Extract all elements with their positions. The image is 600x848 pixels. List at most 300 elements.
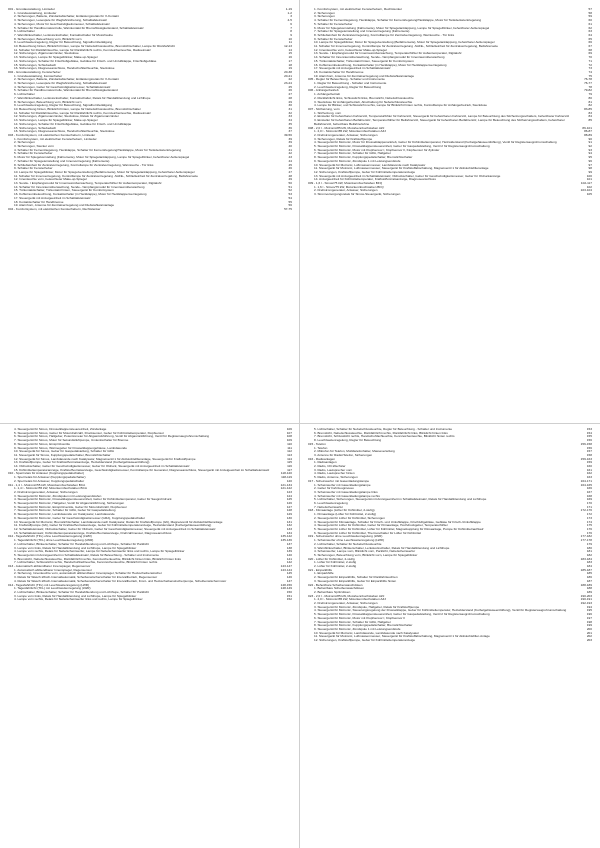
toc-entry-page: 48 [288, 173, 292, 178]
toc-entry-page: 140 [286, 552, 292, 557]
toc-entry-title: 13. Sende- / Empfangsmodul für Innenraumüberwachung, Temperaturfühler für Außentemperatur, Digitaluhr [314, 52, 462, 56]
toc-entry-page: 71 [588, 58, 592, 63]
toc-entry-title: 6. Bremslicht, Nebelschlussleuchte, Rückfahrlicht rechts, Kennzeichenleuchte, Blinklicht hinten links, Blinklicht hinten links [14, 557, 181, 561]
toc-entry-page: 99 [588, 169, 592, 174]
toc-entry-page: 45 [288, 162, 292, 167]
toc-entry-title: 11. Schalter für Innenverriegelung, Kontrolllampe für Zentralverriegelung -SAFE-, Schließeinheit für Zentralverriegelung, Beifahrerseite [14, 174, 198, 178]
toc-entry-title: 5. Steuergerät für Lüfter für Kühlmittel, Lüfter für Kühlmittel, Magnetkupplung für Klimaanlage, Pumpe für Kühlmittelnachlauf [314, 527, 484, 531]
toc-entry-page: 154 [586, 430, 592, 435]
toc-entry-title: 10. Steuergerät für Motronic, Bremslichtschalter, Lambdasonde nach Katalysator, Relais für Kraftstoffpumpe (G6), Magnetventil für Aktivkohlefilteranlage [14, 520, 223, 524]
toc-entry-page: 20-38 [284, 69, 292, 74]
toc-entry-title: 14. Sicherungen, Schalter für Frischluftgebläse, Gebläse für Frisch- und Umluftklappe [14, 122, 132, 126]
toc-entry-title: 11. Kraftstoffpumpe (G6), Geber für Kraftstoffvorratsanzeige, Geber für Kühlmitteltemperaturanzeige, Heizwiderstand (Kurbelgehäuseentlüftung) [14, 524, 212, 528]
toc-entry-title: 2. Drehstromgenerator, Anlasser, Sicherungen [14, 490, 78, 494]
toc-entry-page: 200 [586, 626, 592, 631]
toc-entry-page: 88-89 [584, 132, 592, 137]
toc-entry-title: 9. Steuergerät für Motronic, Zündspule 1 mit Leistungsendstufe [314, 627, 401, 631]
toc-entry-page: 18 [288, 62, 292, 67]
toc-entry-page: 79 [588, 92, 592, 97]
toc-entry-title: 1. Scheinwerfer mit Gasentladungslampe [314, 483, 371, 487]
toc-entry-page: 94 [588, 151, 592, 156]
toc-entry-title: 2. Rückfahrlicht links, Schlusslicht links, Bremslicht, Nebelschlussleuchte [314, 96, 414, 100]
toc-entry-page: 141 [286, 556, 292, 561]
toc-entry-title: 001 - Grundausstattung, Limiteder [8, 8, 55, 11]
toc-entry-title: 11. Schalter für Innenverriegelung, Kontrolllampe für Zentralverriegelung -SAFE-, Schließeinheit für Zentralverriegelung, Beifahrerseite [314, 45, 498, 49]
toc-entry-title: 7. Bremslicht, Schlusslicht rechts, Handschuhfachleuchte, Kennzeichenleuchte, Blinklicht hinten rechts [314, 435, 455, 439]
toc-entry-page: 68 [588, 47, 592, 52]
toc-entry-title: 3. Stromversorgungsrelais für Simos-Steuergerät, Sicherungen [314, 193, 401, 197]
toc-entry-page: 86-101 [582, 125, 592, 130]
toc-entry-title: 1. Komfortsystem, mit elektrischen Fensterhebern, Limiteder [14, 137, 97, 141]
toc-entry-page: 39-56 [284, 132, 292, 137]
toc-entry-title: 13. Sicherungen, Lampe für Spiegelblinker, Make-up-Spiegel [14, 119, 98, 123]
toc-entry-page: 59 [588, 14, 592, 19]
toc-entry-page: 46 [288, 166, 292, 171]
toc-entry-title: 4. Scheinwerfer mit Gasentladungslampe rechts [314, 494, 380, 498]
toc-entry-page: 159 [586, 460, 592, 465]
toc-entry-title: 5. Schalter für Fensterheber [14, 152, 53, 156]
toc-entry-title: 7. Steuergerät für Motronic, Schalter für GRA, Hallgeber [314, 152, 391, 156]
toc-entry-title: 6. Steuergerät für Motronic, Motor mit Klopfsensor I, Klopfsensor II, Klopfsensor für Zylinder [314, 148, 440, 152]
toc-entry-title: 012 - Tagesfahrlicht (TFL) ohne Leuchtweitenregelung (LWR) [8, 535, 92, 539]
toc-entry-page: 134 [286, 530, 292, 535]
toc-entry-title: 15. Sicherungen, Schiebedach [14, 126, 57, 130]
toc-entry-title: 11. Steuergerät für Simos, Kupplungspedalschalter, Bremslichtschalter [14, 453, 111, 457]
toc-entry-page: 161 [586, 467, 592, 472]
toc-entry-title: 2. Sicherungen, Batterie, Zündanlaßschalter, Entlastungsrelais für X-Kontakt [14, 15, 119, 19]
toc-entry-title: 1. Telefon [314, 446, 328, 450]
toc-entry-page: 49 [288, 177, 292, 182]
toc-entry-title: 3. Steuergerät für Motronic, Zündspulen mit Leistungsendstufen [14, 494, 102, 498]
toc-entry-page: 52 [288, 188, 292, 193]
toc-entry-title: 12. Sicherungen, Zigarrenanzünder, Steckdose, Relais für Zigarrenanzünder [14, 115, 119, 119]
toc-entry-page: 17 [288, 58, 292, 63]
toc-entry-page: 27 [288, 92, 292, 97]
toc-entry-title: 9. Leuchtweitenregelung, Regler für Beleuchtung, Signalhornbetätigung [14, 104, 113, 108]
toc-entry-page: 31 [288, 106, 292, 111]
toc-entry-page: 188 [586, 586, 592, 591]
toc-entry-page: 93 [588, 147, 592, 152]
toc-entry-title: 3. Sicherungen, Lesespule für Wegfahrsicherung, Schalttafeleinsatz [14, 19, 107, 23]
toc-entry-title: 005 - Regler für Beleuchtung - Schalter und Instrumente [308, 78, 385, 82]
toc-entry-page: 54 [288, 195, 292, 200]
toc-entry-page: 4-5 [287, 18, 292, 23]
toc-entry-page: 120 [286, 478, 292, 483]
toc-entry-title: 13. Sende- / Empfangsmodul für Innenraumüberwachung, Temperaturfühler für Außentemperatur, Digitaluhr [14, 182, 162, 186]
toc-entry-page: 142 [286, 560, 292, 565]
toc-entry-page: 28 [288, 95, 292, 100]
toc-entry-title: 6. Lichtschalter [14, 93, 35, 97]
toc-entry-title: 6. Steuergerät für Simos, Hallgeber, Potentiometer für Abgasrückführung, Ventil für Abgasrückführung, Ventil für Registersaugrohrumschaltung [14, 435, 210, 439]
toc-entry-page: 124 [286, 493, 292, 498]
toc-entry-title: 12. Innenleuchte vorn, beleuchteter Make-up-Spiegel [14, 178, 87, 182]
toc-entry-title: 5. Schalter für Handbremskontrolle, Warnkontakt für Bremsflüssigkeitsstand [14, 89, 118, 93]
toc-entry-page: 202 [586, 634, 592, 639]
toc-entry-page: 171 [586, 504, 592, 509]
toc-entry-title: 003 - Komfortsystem, mit elektrischen Fensterhebern, Limiteder [8, 133, 96, 137]
toc-entry-page: 83 [588, 110, 592, 115]
toc-entry-title: 9. Schalter für Fensterheber [14, 167, 53, 171]
toc-entry-title: 15. Türkontaktschalter, Türkontakt hinten, Steuergerät für Komfortsystem [14, 189, 114, 193]
toc-entry-page: 197 [586, 615, 592, 620]
toc-entry-title: 14. Schalter für Innenraumüberwachung, Sende- / Empfangsmodul für Innenraumüberwachung [14, 185, 145, 189]
toc-entry-title: 16. Kofferraumbeleuchtung, Kontaktschalter (in Heckklappe), Motor für Heckklappenverriegelung [314, 63, 447, 67]
toc-entry-title: 3. Sicherungen, Lesespule für Wegfahrsicherung, Schalttafeleinsatz [14, 82, 107, 86]
toc-entry-page: 166 [586, 486, 592, 491]
toc-entry [308, 193, 592, 197]
toc-entry-title: 5. Steuergerät für Motronic, Drosselklappensteuereinheit, Geber für Gaspedalstellung, Ventil 2 für Registersaugrohrumschaltung [314, 613, 490, 617]
toc-entry-page: 189 [586, 589, 592, 594]
toc-entry-page: 39 [288, 136, 292, 141]
toc-entry-page: 182 [586, 552, 592, 557]
toc-entry-title: 020 - Lüfter für Kühlmittel, 2-stufig [308, 557, 355, 561]
toc-entry-title: 7. Steuergerät für Motronic, Schalter für GRA, Hallgeber [314, 620, 391, 624]
toc-entry-page: 183-184 [580, 556, 592, 561]
toc-entry-page: 12-13 [284, 44, 292, 49]
toc-entry-title: 6. Steuergerät für Motronic, Motor mit Klopfsensor I, Klopfsensor II [314, 616, 405, 620]
toc-entry-title: 1. Sitzheizung, vorn [314, 111, 342, 115]
toc-entry-page: 34 [288, 118, 292, 123]
toc-entry-title: 1. Tagesfahrlicht (TFL) mit Leuchtweitenregelung (LWR) [14, 587, 91, 591]
toc-entry-page: 1-2 [287, 10, 292, 15]
toc-entry-page: 92 [588, 144, 592, 149]
toc-entry-page: 39 [288, 140, 292, 145]
toc-entry-title: 2. Leuchtweitenregelung, Regler für Beleuchtung [314, 85, 382, 89]
vertical-divider [299, 0, 300, 848]
toc-entry-title: 8. Steuergerät für Simos, Einspritzventile [14, 442, 71, 446]
toc-entry-page: 8 [290, 29, 292, 34]
toc-entry-page: 66 [588, 40, 592, 45]
toc-page-2 [308, 8, 592, 420]
toc-entry-title: 2. Sperrrelais für Anlasser, Kupplungspedalschalter [14, 479, 85, 483]
toc-entry-page: 106 [286, 428, 292, 431]
toc-entry-page: 70 [588, 55, 592, 60]
toc-entry-title: 6. Bremslicht, Nebelschlussleuchte, Rückfahrlicht rechts, Rückfahrlicht links, Blinklicht hinten links [314, 431, 448, 435]
toc-entry-title: 4. Steuergerät für Motronic, Steuerungsregelung der Drosselklappe, Geber für Kühlmitteltemperatur, Heizwiderstand (Kurbelgehäuseentlüftung), Ventil für Registersaugrohrumschaltung [314, 609, 567, 613]
toc-section-entry [8, 208, 292, 212]
toc-entry-page: 163 [586, 475, 592, 480]
toc-entry-title: 2. Sicherungen, Batterie, Zündanlaßschalter, Entlastungsrelais für X-Kontakt [14, 78, 119, 82]
toc-entry-title: 2. Sicherungen [14, 141, 35, 145]
toc-entry-title: 15. Türkontaktschalter, Türkontakt hinten, Steuergerät für Komfortsystem [314, 59, 414, 63]
toc-entry-title: 7. Steuergerät für Simos, Motor für Sekundärluftpumpe, Umlenkschalter für Bremse [14, 439, 129, 443]
toc-entry-title: 3. Relais für Wasch-Wisch-Intervallautomatik, Scheibenwischerschalter für Intervallbetrieb, Regensensor [14, 576, 158, 580]
toc-entry-title: 19. Alarmhorn, Antenne für Zentralverriegelung und Diebstahlwarnanlage [14, 204, 115, 208]
toc-entry-title: 2. Sicherung, Innenleuchte vorn, automatisch abblendbarer Innenspiegel, Schalter für Heckscheibenwischer [14, 572, 162, 576]
toc-entry-page: 180 [586, 545, 592, 550]
toc-entry-title: 8. Leuchtweitenregelung, Regler für Beleuchtung [314, 439, 382, 443]
toc-entry-title: 010 - Sperrrelais für Anlasser (Kupplungspedalschalter) [8, 472, 85, 476]
toc-entry-page: 23-24 [284, 81, 292, 86]
toc-entry-page: 75 [588, 73, 592, 78]
toc-entry-page: 1-19 [285, 8, 292, 11]
toc-entry-title: 11. Schalter für Rückfahrleuchte, Lampe für Rückfahrlicht rechts, Kennzeichenleuchte, Radioeinsatz [14, 111, 151, 115]
toc-entry-title: 3. Einsteller für beheizbaren Beifahrersitz, Temperaturfühler für Beifahrersitz, Steuergerät für beheizbaren Beifahrersitz, Lampe für Beleuchtung des Sitzheizungsschalters, beheizbarer Beifahrersitz, beheizbare Beifahrerlehne [314, 119, 565, 126]
toc-entry-title: 14. Öldruckschalter, Geber für Geschwindigkeitsmesser, Geber für Öldruck, Steuergerät mit Anzeigeeinheit im Schalttafeleinsatz [14, 465, 190, 469]
toc-entry-title: 011 - 1,4 l - Motronic/55 kW, Motorkennbuchstaben BCA [8, 483, 86, 487]
toc-entry-title: 15. Kühlmitteltemperaturanzeige, Kraftstoffvorratsanzeige, Geschwindigkeitsmesser, Kontrollampe für Generator, Diagnoseanschluss, Steuergerät mit Anzeigeeinheit im Schalttafeleinsatz [14, 468, 270, 472]
toc-entry-title: 8. Steuergerät für Motronic, Kupplungspedalschalter, Bremslichtschalter [314, 156, 413, 160]
toc-entry-title: 007 - Sitzheizung, vorn [308, 107, 340, 111]
toc-entry-title: 13. Schalttafeleinsatz, Kühlmitteltemperaturanzeige, Kraftstoffvorratsanzeige, Drehzahlmesser, Diagnoseanschluss [14, 531, 172, 535]
toc-entry-page: 82 [588, 103, 592, 108]
toc-entry-title: 3. Lampe vorn links, Relais für Handabblendung und Lichthupe, Lampe für Spiegelblinker [14, 594, 137, 598]
toc-entry-page: 123 [286, 489, 292, 494]
toc-entry-title: 023 - 2,0 l - Motronic/85 kW, Motorkennbuchstaben AZJ [308, 594, 385, 598]
toc-entry-page: 107 [286, 430, 292, 435]
toc-entry-page: 53 [288, 192, 292, 197]
toc-entry-title: 5. Radio, Antenne, Sicherungen [314, 476, 358, 480]
toc-entry-title: 1. Sperrrelais für Anlasser (Kupplungspedalschalter) [14, 476, 86, 480]
toc-entry-page: 91 [588, 140, 592, 145]
toc-entry-title: 006 - Anhängerbetrieb [308, 89, 339, 93]
toc-entry-title: 021 - Einparkhilfe [308, 568, 333, 572]
toc-entry-page: 156 [586, 445, 592, 450]
toc-entry-title: 8. Sicherungen, Beleuchtung vorn, Blinklicht vorn [14, 100, 82, 104]
toc-entry-title: 2. Drehstromgenerator, Anlasser, Sicherungen [314, 189, 378, 193]
toc-entry-page: 57-75 [284, 206, 292, 211]
toc-entry-title: 2. Lichtschalter, Blinkerschalter, Schalter für Handabblendung und Lichthupe, Schalter für Parklicht [14, 542, 149, 546]
toc-entry-title: 7. Nebelscheinwerfer [314, 505, 344, 509]
toc-entry-page: 44 [288, 158, 292, 163]
toc-page-4 [308, 428, 592, 840]
toc-entry-page: 95 [588, 155, 592, 160]
toc-entry-page: 15 [288, 51, 292, 56]
toc-entry-title: 2. Lüfter für Kühlmittel, 2-stufig [314, 565, 357, 569]
toc-entry-page: 196 [586, 612, 592, 617]
toc-entry-page: 186 [586, 575, 592, 580]
toc-entry-page: 22 [288, 77, 292, 82]
toc-entry-title: 18. Kontaktschalter für Handbremse [14, 200, 64, 204]
toc-entry-title: 14. Anzeigeeinheit für Kühlmitteltemperatur, Kraftstoffvorratsanzeige, Diagnoseanschluss [314, 178, 436, 182]
toc-entry-title: 1. Scheinwerfer ohne Leuchtweitenregelung (LWR) [314, 539, 384, 543]
toc-entry-title: 17. Steuergerät mit Anzeigeeinheit im Schalttafeleinsatz [314, 67, 391, 71]
toc-entry-page: 116 [287, 464, 292, 469]
toc-entry-title: 1. 1,4 l - Motronic/55 kW, Motorkennbuchstaben BCA [14, 487, 87, 491]
toc-entry-page: 203 [586, 638, 592, 643]
toc-entry-page: 167 [586, 489, 592, 494]
toc-entry-page: 64 [588, 32, 592, 37]
toc-entry-title: 12. Sicherungen, Kraftstoffpumpe, Geber für Kühlmitteltemperaturanzeige [314, 170, 416, 174]
toc-page-1 [8, 8, 292, 420]
toc-entry-title: 1. 1,6 l - Simos/75 kW, Motorkennbuchstaben BFQ [314, 185, 384, 189]
toc-entry-page: 81 [588, 99, 592, 104]
toc-entry-title: 1. Radioanlagen [314, 461, 337, 465]
toc-entry-page: 62 [588, 25, 592, 30]
toc-entry-page: 102-117 [580, 181, 592, 186]
toc-entry-page: 61 [588, 21, 592, 26]
toc-entry-page: 50 [288, 181, 292, 186]
toc-entry-title: 1. Klimaanlage (Lüfter für Kühlmittel, 2-stufig) [314, 513, 377, 517]
toc-entry-title: 12. Sicherungen, Kraftstoffpumpe, Geber für Kühlmitteltemperaturanzeige [314, 639, 416, 643]
toc-entry-title: 008 - 2,0 l - Motronic/85 kW, Motorkennbuchstaben AZJ [308, 126, 385, 130]
toc-entry-page: 164-171 [580, 478, 592, 483]
toc-entry-page: 60 [588, 18, 592, 23]
toc-entry-title: 17. Steuergerät mit Anzeigeeinheit im Schalttafeleinsatz [14, 196, 91, 200]
toc-entry-title: 7. Warnblinkschalter, Lenkstockschalter, Kontaktschalter, Relais für Handabblendung und Lichthupe [14, 96, 151, 100]
toc-entry-page: 51 [288, 184, 292, 189]
toc-entry-title: 5. Steuergerät für Motronic, Drosselklappensteuereinheit, Geber für Gaspedalstellung, Ventil 2 für Registersaugrohrumschaltung [314, 145, 490, 149]
toc-entry-title: 6. Lichtschalter [14, 30, 35, 34]
toc-entry-page: 159-163 [580, 456, 592, 461]
toc-entry-title: 1. Lüfter für Kühlmittel, 2-stufig [314, 561, 357, 565]
toc-entry-page: 170 [586, 501, 592, 506]
toc-entry-page: 9 [290, 32, 292, 37]
toc-entry-page: 74 [588, 69, 592, 74]
toc-entry [308, 639, 592, 643]
toc-entry-page: 155 [586, 434, 592, 439]
toc-entry-title: 10. Steuergerät für Simos, Geber für Gaspedalstellung, Schalter für GRA [14, 450, 114, 454]
toc-entry-title: 2. Steuergerät für Einparkhilfe, Schalter für Rückfahrleuchten [314, 576, 398, 580]
toc-entry-title: 5. Schalter für Handbremskontrolle, Warnkontakt für Bremsflüssigkeitsstand, Schalttafeleinsatz [14, 26, 144, 30]
toc-entry-page: 199 [586, 623, 592, 628]
toc-entry-page: 172-176 [580, 508, 592, 513]
toc-entry-page: 169 [586, 497, 592, 502]
toc-entry-title: 2. Einsteller für beheizbaren Fahrersitz, Temperaturfühler für Fahrersitz, Steuergerät für beheizbaren Fahrersitz, Lampe für Beleuchtung des Sitzheizungsschalters, beheizbarer Fahrersitz [314, 115, 570, 119]
toc-entry-title: 9. Schalter für Fensterheber [314, 37, 353, 41]
toc-entry-page: 148-156 [280, 582, 292, 587]
toc-entry-title: 5. Sicherungen, Beleuchtung vorn, Blinklicht vorn, Lampe für Spiegelblinker [314, 553, 418, 557]
toc-entry-title: 2. Lichtschalter, Schalter für Nebelschlussleuchte [314, 542, 382, 546]
toc-entry-title: 4. Lampe für Blinker, und Schlusslicht rechts, Lampe für Blinklicht hinten rechts, Kontrolllampe für Anhängerbetrieb, Steckdose [314, 104, 487, 108]
toc-entry-title: 4. Scheinwerfer, Lampe vorn, Blinklicht vorn, Parklicht, Nebelscheinwerfer [314, 550, 416, 554]
toc-entry-page: 80 [588, 95, 592, 100]
toc-entry-page: 127 [286, 504, 292, 509]
toc-entry-page: 33 [288, 114, 292, 119]
toc-entry-page: 176 [586, 530, 592, 535]
toc-entry-title: 12. Sicherungen, Zigarrenanzünder, Steckdose [14, 52, 79, 56]
toc-entry-title: 16. Sicherungen, Diagnoseanschluss, Handschuhfachleuchte, Steckdose [14, 130, 115, 134]
toc-entry-page: 152 [286, 597, 292, 602]
toc-entry-page: 114 [287, 456, 292, 461]
toc-entry-title: 8. Sicherungen, Beleuchtung vorn, Blinklicht vorn [14, 37, 82, 41]
toc-entry-page: 30 [288, 103, 292, 108]
toc-entry-page: 198 [586, 619, 592, 624]
toc-entry-page: 76-78 [584, 77, 592, 82]
toc-entry-title: 013 - Automatisch abblendbarer Innenspiegel, Regensensor [8, 565, 91, 569]
toc-entry-page: 177-182 [580, 534, 592, 539]
toc-entry-title: 7. Steuergerät für Motronic, Schalter für GRA, Geber für Gaspedalstellung [14, 509, 116, 513]
toc-entry-title: 11. Schalter für Rückfahrleuchte, Lampe für Rückfahrlicht rechts, Kennzeichenleuchte, Radioeinsatz [14, 48, 151, 52]
toc-entry-title: 12. Schalttafeleinsatz, Öldruckschalter, Geber für Öldruck, Geber für Geschwindigkeitsmesser, Steuergerät mit Anzeigeeinheit im Schalttafeleinsatz [14, 527, 216, 531]
toc-entry-title: 8. Steuergerät für Motronic, Lambdasonde vor Katalysator, Lambdasonde [14, 513, 115, 517]
toc-entry-page: 101 [586, 177, 592, 182]
toc-entry-title: 6. Steuergerät für Lüfter für Kühlmittel, Thermoschalter für Lüfter für Kühlmittel [314, 531, 422, 535]
toc-entry-title: 1. 2,0 l - Motronic/85 kW, Motorkennbuchstaben AZJ [314, 598, 386, 602]
toc-entry-title: 3. Scheinwerfer mit Gasentladungslampe links [314, 490, 378, 494]
toc-entry-page: 14 [288, 47, 292, 52]
toc-entry-page: 3 [290, 14, 292, 19]
toc-entry-title: 12. Innenleuchte vorn, beleuchteter Make-up-Spiegel [314, 48, 387, 52]
toc-entry-page: 184 [586, 564, 592, 569]
toc-entry-title: 15. Sicherungen, Schiebedach [14, 63, 57, 67]
toc-entry-page: 121-122 [280, 486, 292, 491]
toc-entry-title: 2. Mikrofon für Telefon, Mobiltelefonhalter, Massevertellung [314, 450, 395, 454]
toc-entry-page: 175 [586, 523, 592, 528]
toc-entry-title: 13. Sicherungen, Lampe für Spiegelblinker, Make-up-Spiegel [14, 56, 98, 60]
toc-entry-page: 118-119 [281, 475, 292, 480]
toc-entry-title: 4. Radio, Lautsprecher hinten [314, 472, 355, 476]
toc-entry-title: 4. Steuergerät für Motronic, Drosselklappensteuereinheit, Geber für Kühlmitteltemperatur, Geber für Saugrohrdruck [14, 498, 172, 502]
toc-entry-page: 41 [288, 147, 292, 152]
toc-entry-title: 2. Beheizbare Spritzdüsen [314, 590, 351, 594]
toc-entry-title: 022 - Beheizbare Scheibenwaschdüsen [308, 583, 363, 587]
toc-entry-title: 5. Lichtschalter, Schalter für Nebelschlussleuchte, Regler für Beleuchtung - Schalter und Instrumente [314, 428, 453, 431]
toc-entry-title: 7. Schalter für Spiegeleinstellung und Innenverriegelung (Fahrerseite) [14, 159, 110, 163]
toc-entry-page: 108 [286, 434, 292, 439]
toc-entry-title: 009 - 1,6 l - Simos/75 kW, Motorkennbuchstaben BFQ [308, 182, 383, 186]
toc-entry-title: 004 - Komfortsystem, mit elektrischen Fensterhebern, Rechtslenker [8, 207, 101, 211]
toc-entry-title: 5. Steuergerät für Simos, Geber für Motordrehzahl, Drucksensor, Geber für Kühlmitteltemperatur, Klopfsensor [14, 431, 164, 435]
toc-entry-page: 130 [286, 515, 292, 520]
toc-entry-page: 96 [588, 158, 592, 163]
toc-entry-title: 9. Steuergerät für Simos, Wärmegeber für Drosselklappengehäuse, Lambdasonde [14, 446, 127, 450]
toc-entry-page: 20-21 [284, 73, 292, 78]
toc-entry-title: 6. Motor für Spiegelverstellung (Fahrerseite), Motor für Spiegelanklappung, Lampe für Spiegelblinker, beheizbarer Außenspiegel [314, 26, 490, 30]
toc-entry-title: 11. Steuergerät für Motronic, Luftmassenmesser, Steuergerät für Kraftstoffabschaltung, Magnetventil 1 für Aktivkohlefilter-Anlage [314, 635, 490, 639]
toc-entry-page: 102 [586, 184, 592, 189]
toc-entry-title: 3. Sicherungen [314, 15, 335, 19]
toc-entry-page: 174 [586, 519, 592, 524]
toc-entry-page: 158 [586, 452, 592, 457]
toc-entry-page: 125 [286, 497, 292, 502]
toc-entry-title: 13. Kraftstoffpumpe, Geber für Kraftstoffvorratsanzeige, Heizwiderstand (Kurbelgehäuseentlüftung) [14, 461, 150, 465]
toc-entry-page: 187 [586, 578, 592, 583]
toc-entry-page: 86-87 [584, 129, 592, 134]
toc-entry-title: 8. Schließeinheit für Zentralverriegelung, Kontrollampe für Zentralverriegelung, Warntouche - Tür links [14, 163, 154, 167]
toc-entry-title: 3. Steuergerät für Einparkhilfe, Geber für Einparkhilfe hinten [314, 579, 397, 583]
toc-entry-page: 121-134 [280, 482, 292, 487]
toc-entry-page: 133 [286, 526, 292, 531]
toc-entry-page: 98 [588, 166, 592, 171]
toc-entry-title: 16. Sicherungen, Diagnoseanschluss, Handschuhfachleuchte, Steckdose [14, 67, 115, 71]
toc-entry-title: 4. Sicherungen, Motor für Geschwindigkeitsmesser, Schalttafeleinsatz [14, 22, 110, 26]
toc-entry-title: 8. Schließeinheit für Zentralverriegelung, Kontrolllampe für Zentralverriegelung, Warntouche - Tür links [314, 33, 455, 37]
toc-entry-title: 2. Lichtschalter, Blinkerschalter, Schalter für Handabblendung und Lichthupe, Schalter für Parklicht [14, 590, 149, 594]
toc-entry-page: 194 [586, 604, 592, 609]
toc-entry-page: 78 [588, 84, 592, 89]
toc-entry-page: 103-104 [580, 188, 592, 193]
toc-entry-title: 4. Steuergerät für Lüfter für Kühlmittel, Geber für Klimaanlage, Hochdruckgeber, Temperaturfühler [314, 524, 448, 528]
toc-entry-title: 5. Steuergerät für Motronic, Hallgeber, Ventil für Abgasrückführung, Sicherungen [14, 502, 125, 506]
toc-entry-title: 5. Schalter für Fensterheber [314, 22, 353, 26]
toc-entry-title: 1. Beheizbare Scheibenwaschdüsen [314, 587, 365, 591]
toc-entry-page: 201 [586, 630, 592, 635]
toc-entry-page: 173 [586, 515, 592, 520]
toc-entry-title: 7. Schalter für Spiegeleinstellung und Innenverriegelung (Fahrerseite) [314, 30, 410, 34]
toc-entry-page: 112 [287, 449, 292, 454]
toc-entry-title: 5. Lichtschalter, Sicherungen, Steuergerät mit Anzeigeeinheit im Schalttafeleinsatz, Relais für Handabblendung und Lichthupe [314, 498, 487, 502]
toc-entry-page: 147 [286, 578, 292, 583]
toc-entry-title: 2. Sicherungen [314, 11, 335, 15]
toc-entry-page: 162 [586, 471, 592, 476]
toc-entry-page: 109 [286, 438, 292, 443]
toc-entry-title: 14. Schalter für Innenraumüberwachung, Sende- / Empfangsmodul für Innenraumüberwachung [314, 56, 445, 60]
toc-entry-title: 3. Steckdose für Anhängerbetrieb, Abschaltung für Nebelschlussleuchte [314, 100, 413, 104]
toc-entry-title: 019 - Scheinwerfer ohne Leuchtweitenregelung (LWR) [308, 535, 383, 539]
toc-entry-page: 84 [588, 114, 592, 119]
toc-entry-page: 58 [588, 10, 592, 15]
toc-entry-page: 156-158 [580, 441, 592, 446]
toc-entry-page: 19 [288, 66, 292, 71]
toc-entry-page: 148-149 [280, 586, 292, 591]
toc-entry-page: 42 [288, 151, 292, 156]
toc-entry-page: 143-144 [280, 567, 292, 572]
toc-entry-page: 151 [286, 593, 292, 598]
toc-entry-page: 118-120 [280, 471, 292, 476]
toc-entry-page: 135-136 [280, 538, 292, 543]
toc-entry-title: 3. Warnblinkschalter, Blinkerschalter, Lenkstockschalter, Relais für Handabblendung und Lichthupe [314, 546, 450, 550]
